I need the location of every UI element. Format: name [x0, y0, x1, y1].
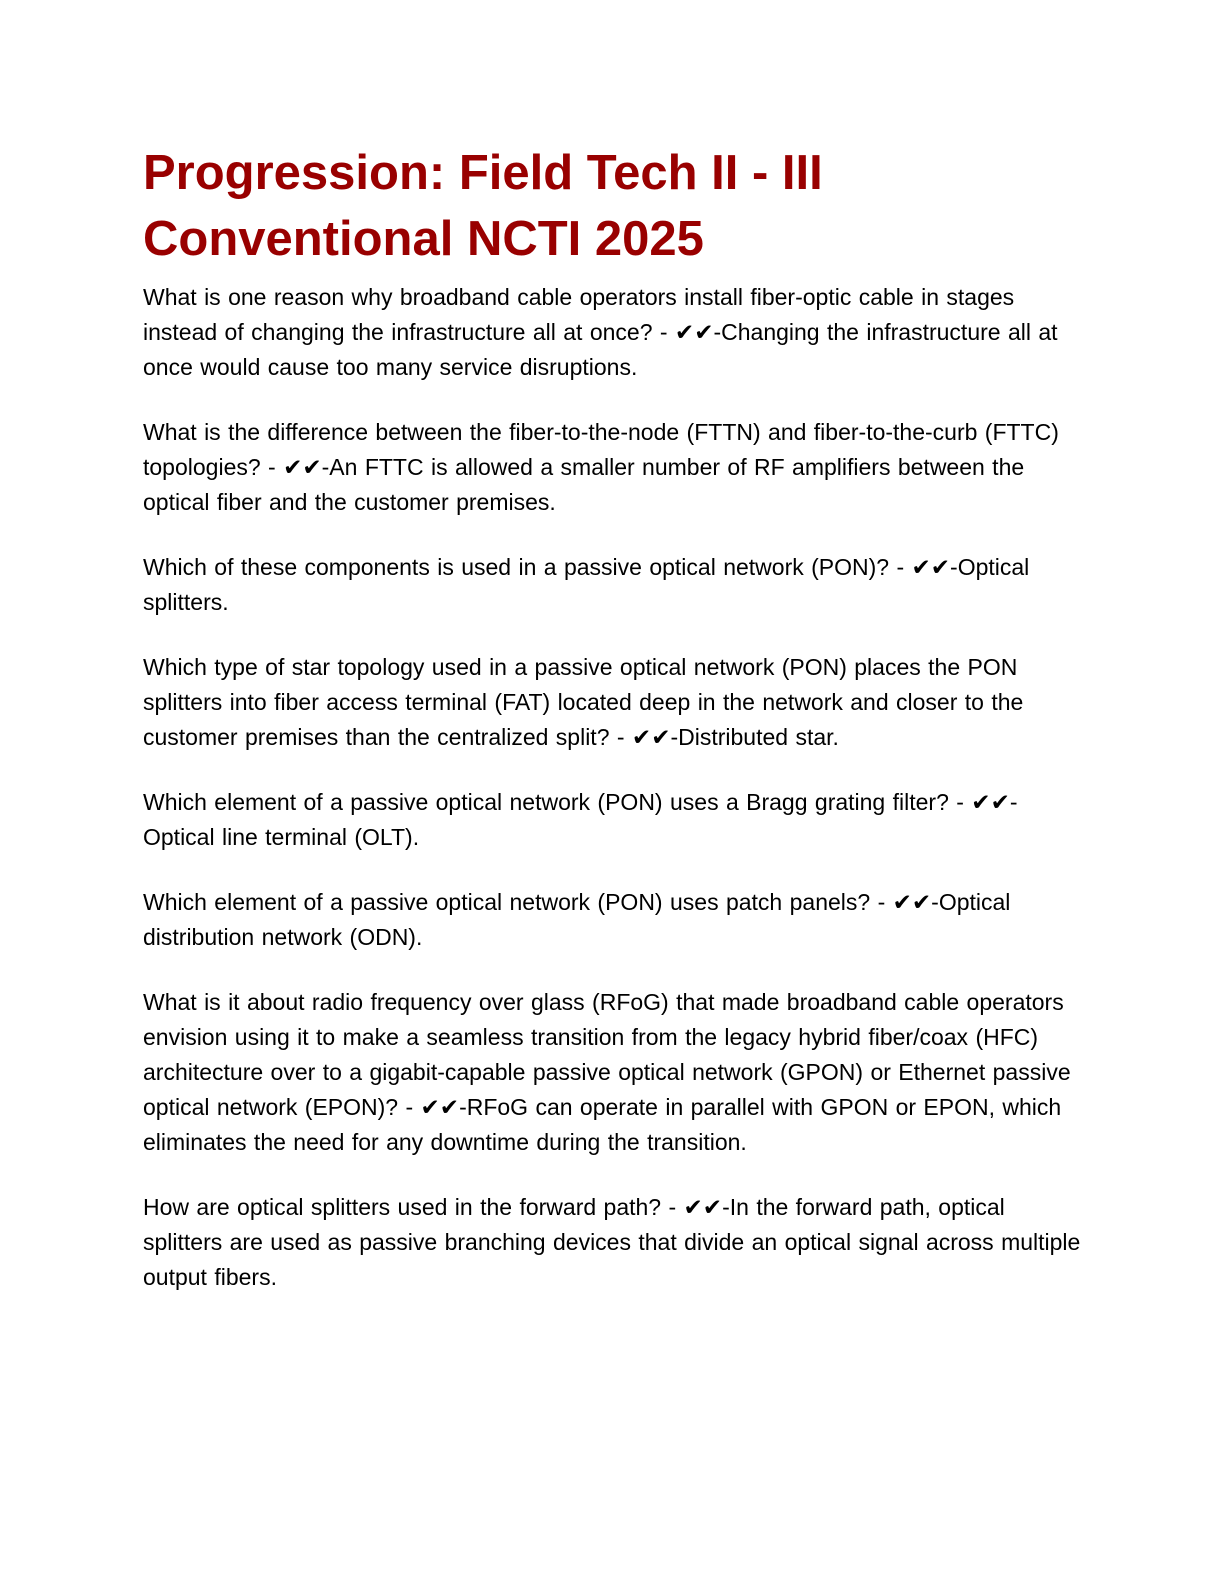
qa-paragraph: How are optical splitters used in the forward path? - ✔✔-In the forward path, optical splitters are used as passive branching devices that divide an optical signal across multiple output fibers. [143, 1194, 1081, 1290]
qa-list [143, 280, 1081, 1295]
document-title-line-1: Progression: Field Tech II - III [143, 146, 823, 200]
document-title [143, 140, 1081, 272]
qa-paragraph: Which element of a passive optical network (PON) uses a Bragg grating filter? - ✔✔-Optical line terminal (OLT). [143, 789, 1018, 850]
qa-paragraph: What is it about radio frequency over glass (RFoG) that made broadband cable operators envision using it to make a seamless transition from the legacy hybrid fiber/coax (HFC) architecture over to a gigabit-capable passive optical network (GPON) or Ethernet passive optical network (EPON)? - ✔✔-RFoG can operate in parallel with GPON or EPON, which eliminates the need for any downtime during the transition. [143, 989, 1071, 1155]
document-title-line-2: Conventional NCTI 2025 [143, 212, 704, 266]
qa-paragraph: What is one reason why broadband cable operators install fiber-optic cable in stages instead of changing the infrastructure all at once? - ✔✔-Changing the infrastructure all at once would cause too many service disruptions. [143, 284, 1058, 380]
qa-paragraph: Which element of a passive optical network (PON) uses patch panels? - ✔✔-Optical distribution network (ODN). [143, 889, 1011, 950]
qa-paragraph: What is the difference between the fiber-to-the-node (FTTN) and fiber-to-the-curb (FTTC) topologies? - ✔✔-An FTTC is allowed a smaller number of RF amplifiers between the optical fiber and the customer premises. [143, 419, 1059, 515]
qa-paragraph: Which type of star topology used in a passive optical network (PON) places the PON splitters into fiber access terminal (FAT) located deep in the network and closer to the customer premises than the centralized split? - ✔✔-Distributed star. [143, 654, 1024, 750]
qa-paragraph: Which of these components is used in a passive optical network (PON)? - ✔✔-Optical splitters. [143, 554, 1030, 615]
